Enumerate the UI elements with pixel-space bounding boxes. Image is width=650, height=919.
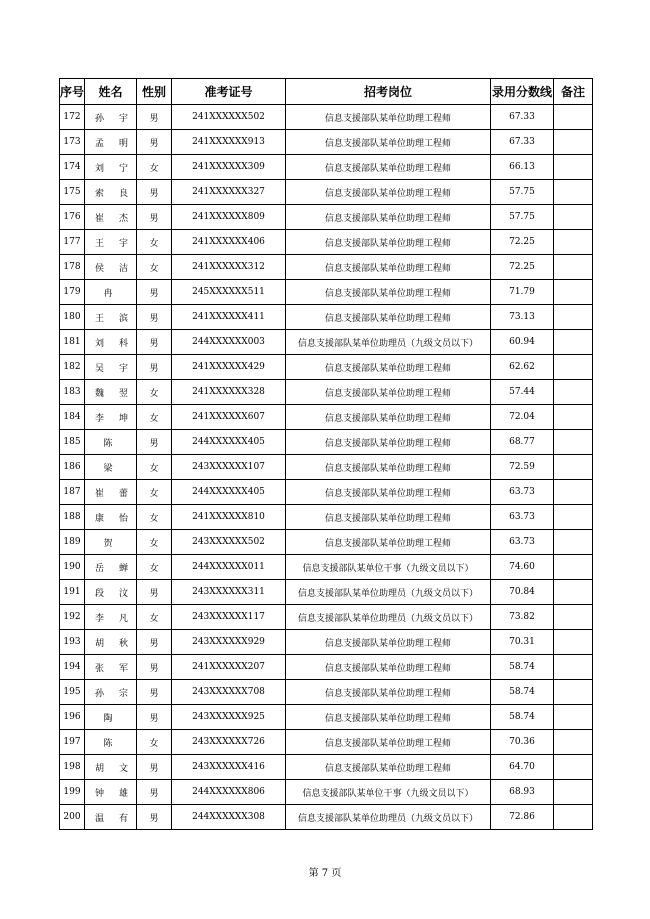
cell-ticket: 241XXXXXX809 [172,205,286,230]
cell-score: 72.04 [491,405,554,430]
cell-note [554,730,593,755]
cell-gender: 男 [137,630,172,655]
person-name: 贺 [103,538,128,549]
cell-note [554,580,593,605]
cell-score: 72.86 [491,805,554,830]
cell-num: 181 [60,330,85,355]
cell-ticket: 241XXXXXX411 [172,305,286,330]
cell-num: 175 [60,180,85,205]
cell-gender: 女 [137,530,172,555]
cell-note [554,105,593,130]
cell-ticket: 241XXXXXX406 [172,230,286,255]
cell-post: 信息支援部队某单位助理工程师 [286,280,491,305]
cell-score: 70.31 [491,630,554,655]
cell-score: 63.73 [491,530,554,555]
cell-post: 信息支援部队某单位助理工程师 [286,230,491,255]
cell-note [554,230,593,255]
person-name: 孟明 [95,138,144,149]
table-row [60,655,593,680]
cell-name [85,505,144,530]
table-row [60,155,593,180]
cell-gender: 男 [137,705,172,730]
cell-name [85,705,137,730]
table-row [60,180,593,205]
cell-num: 195 [60,680,85,705]
person-name: 刘宁 [95,163,144,174]
cell-ticket: 241XXXXXX429 [172,355,286,380]
table-row [60,755,593,780]
cell-name [85,780,144,805]
cell-ticket: 243XXXXXX925 [172,705,286,730]
person-name: 胡文 [95,763,144,774]
cell-ticket: 243XXXXXX708 [172,680,286,705]
person-name: 王宇 [95,238,144,249]
cell-num: 194 [60,655,85,680]
cell-num: 193 [60,630,85,655]
header-row [60,79,593,105]
cell-score: 72.25 [491,255,554,280]
cell-ticket: 241XXXXXX309 [172,155,286,180]
cell-post: 信息支援部队某单位助理工程师 [286,255,491,280]
cell-note [554,705,593,730]
table-row [60,730,593,755]
cell-score: 70.36 [491,730,554,755]
cell-note [554,280,593,305]
cell-ticket: 243XXXXXX416 [172,755,286,780]
cell-ticket: 243XXXXXX929 [172,630,286,655]
cell-post: 信息支援部队某单位助理员（九级文员以下） [286,330,491,355]
table-row [60,205,593,230]
cell-post: 信息支援部队某单位助理工程师 [286,205,491,230]
cell-gender: 男 [137,105,172,130]
cell-post: 信息支援部队某单位助理员（九级文员以下） [286,580,491,605]
cell-num: 189 [60,530,85,555]
header-name: 姓名 [85,79,137,105]
cell-note [554,380,593,405]
header-note: 备注 [554,79,593,105]
cell-name [85,180,144,205]
cell-num: 186 [60,455,85,480]
cell-num: 174 [60,155,85,180]
table-row [60,455,593,480]
cell-num: 184 [60,405,85,430]
table-row [60,230,593,255]
cell-note [554,505,593,530]
table-row [60,780,593,805]
cell-note [554,255,593,280]
cell-score: 73.82 [491,605,554,630]
cell-note [554,305,593,330]
cell-note [554,355,593,380]
cell-score: 63.73 [491,480,554,505]
person-name: 冉 [103,288,128,299]
cell-num: 177 [60,230,85,255]
cell-num: 190 [60,555,85,580]
cell-post: 信息支援部队某单位助理工程师 [286,505,491,530]
cell-score: 71.79 [491,280,554,305]
cell-name [85,555,144,580]
cell-ticket: 244XXXXXX405 [172,480,286,505]
cell-name [85,105,144,130]
cell-ticket: 241XXXXXX607 [172,405,286,430]
cell-note [554,130,593,155]
cell-name [85,755,144,780]
cell-name [85,605,144,630]
person-name: 钟雄 [95,788,144,799]
cell-name [85,130,144,155]
cell-score: 58.74 [491,705,554,730]
cell-note [554,455,593,480]
cell-gender: 男 [137,330,172,355]
person-name: 崔蕾 [95,488,144,499]
cell-note [554,655,593,680]
cell-name [85,655,144,680]
table-row [60,705,593,730]
cell-gender: 女 [137,555,172,580]
cell-post: 信息支援部队某单位助理工程师 [286,530,491,555]
cell-post: 信息支援部队某单位助理工程师 [286,680,491,705]
cell-score: 60.94 [491,330,554,355]
cell-gender: 男 [137,780,172,805]
cell-note [554,630,593,655]
table-row [60,355,593,380]
cell-gender: 女 [137,155,172,180]
cell-num: 176 [60,205,85,230]
header-ticket: 准考证号 [172,79,286,105]
person-name: 孙宗 [95,688,144,699]
cell-score: 67.33 [491,130,554,155]
cell-name [85,305,144,330]
cell-num: 173 [60,130,85,155]
cell-ticket: 244XXXXXX405 [172,430,286,455]
cell-gender: 女 [137,255,172,280]
cell-note [554,205,593,230]
cell-score: 57.44 [491,380,554,405]
cell-score: 70.84 [491,580,554,605]
person-name: 康怡 [95,513,144,524]
cell-score: 57.75 [491,205,554,230]
cell-ticket: 241XXXXXX913 [172,130,286,155]
cell-post: 信息支援部队某单位助理工程师 [286,305,491,330]
person-name: 索良 [95,188,144,199]
cell-name [85,355,144,380]
admission-table [59,78,593,830]
cell-name [85,730,137,755]
cell-ticket: 241XXXXXX502 [172,105,286,130]
cell-gender: 男 [137,180,172,205]
cell-post: 信息支援部队某单位助理工程师 [286,180,491,205]
cell-gender: 女 [137,605,172,630]
cell-post: 信息支援部队某单位助理工程师 [286,705,491,730]
cell-gender: 女 [137,380,172,405]
person-name: 孙宇 [95,113,144,124]
cell-post: 信息支援部队某单位助理工程师 [286,380,491,405]
person-name: 吴宇 [95,363,144,374]
table-row [60,380,593,405]
cell-post: 信息支援部队某单位助理工程师 [286,480,491,505]
cell-gender: 女 [137,480,172,505]
table-row [60,480,593,505]
table-row [60,105,593,130]
cell-gender: 男 [137,655,172,680]
cell-score: 68.93 [491,780,554,805]
cell-num: 198 [60,755,85,780]
cell-num: 178 [60,255,85,280]
cell-note [554,405,593,430]
cell-note [554,805,593,830]
person-name: 张军 [95,663,144,674]
page-number: 第 7 页 [308,868,342,879]
cell-name [85,805,144,830]
person-name: 李坤 [95,413,144,424]
cell-num: 182 [60,355,85,380]
person-name: 陶 [103,713,128,724]
header-num: 序号 [60,79,85,105]
table-row [60,280,593,305]
person-name: 王滨 [95,313,144,324]
cell-note [554,755,593,780]
cell-gender: 男 [137,305,172,330]
person-name: 李凡 [95,613,144,624]
person-name: 温有 [95,813,144,824]
table-row [60,805,593,830]
table-row [60,630,593,655]
table-row [60,330,593,355]
cell-name [85,330,144,355]
cell-score: 66.13 [491,155,554,180]
cell-score: 64.70 [491,755,554,780]
cell-gender: 男 [137,805,172,830]
person-name: 陈 [103,738,128,749]
cell-score: 67.33 [491,105,554,130]
person-name: 陈 [103,438,128,449]
cell-score: 68.77 [491,430,554,455]
cell-num: 180 [60,305,85,330]
cell-ticket: 241XXXXXX312 [172,255,286,280]
cell-name [85,580,144,605]
cell-name [85,405,144,430]
cell-num: 192 [60,605,85,630]
cell-num: 199 [60,780,85,805]
cell-note [554,430,593,455]
cell-num: 183 [60,380,85,405]
cell-post: 信息支援部队某单位助理员（九级文员以下） [286,805,491,830]
cell-post: 信息支援部队某单位助理工程师 [286,355,491,380]
cell-note [554,330,593,355]
cell-gender: 男 [137,280,172,305]
cell-score: 57.75 [491,180,554,205]
cell-gender: 女 [137,230,172,255]
cell-score: 58.74 [491,655,554,680]
cell-num: 179 [60,280,85,305]
person-name: 崔杰 [95,213,144,224]
cell-note [554,530,593,555]
table-row [60,255,593,280]
cell-name [85,205,144,230]
table-row [60,505,593,530]
cell-num: 187 [60,480,85,505]
cell-gender: 女 [137,405,172,430]
cell-num: 196 [60,705,85,730]
cell-gender: 男 [137,355,172,380]
header-gender: 性别 [137,79,172,105]
cell-note [554,555,593,580]
table-row [60,405,593,430]
cell-ticket: 243XXXXXX311 [172,580,286,605]
cell-score: 63.73 [491,505,554,530]
cell-gender: 男 [137,205,172,230]
cell-post: 信息支援部队某单位助理员（九级文员以下） [286,605,491,630]
cell-ticket: 244XXXXXX806 [172,780,286,805]
table-row [60,530,593,555]
cell-ticket: 243XXXXXX502 [172,530,286,555]
cell-name [85,380,144,405]
cell-num: 188 [60,505,85,530]
cell-note [554,680,593,705]
cell-ticket: 245XXXXXX511 [172,280,286,305]
table-row [60,605,593,630]
cell-ticket: 243XXXXXX726 [172,730,286,755]
cell-score: 72.25 [491,230,554,255]
cell-score: 74.60 [491,555,554,580]
cell-post: 信息支援部队某单位助理工程师 [286,430,491,455]
table-row [60,680,593,705]
cell-num: 200 [60,805,85,830]
cell-ticket: 241XXXXXX328 [172,380,286,405]
table-row [60,305,593,330]
person-name: 段汶 [95,588,144,599]
cell-score: 72.59 [491,455,554,480]
cell-ticket: 241XXXXXX810 [172,505,286,530]
cell-post: 信息支援部队某单位助理工程师 [286,405,491,430]
cell-note [554,605,593,630]
cell-note [554,155,593,180]
person-name: 岳蝉 [95,563,144,574]
person-name: 梁 [103,463,128,474]
person-name: 侯洁 [95,263,144,274]
cell-num: 172 [60,105,85,130]
table-row [60,555,593,580]
cell-ticket: 241XXXXXX207 [172,655,286,680]
cell-ticket: 243XXXXXX117 [172,605,286,630]
cell-ticket: 244XXXXXX308 [172,805,286,830]
cell-num: 185 [60,430,85,455]
header-score: 录用分数线 [491,79,554,105]
cell-name [85,430,137,455]
cell-gender: 男 [137,430,172,455]
cell-name [85,230,144,255]
cell-num: 197 [60,730,85,755]
cell-gender: 女 [137,505,172,530]
cell-gender: 女 [137,455,172,480]
person-name: 胡秋 [95,638,144,649]
cell-name [85,280,137,305]
cell-post: 信息支援部队某单位干事（九级文员以下） [286,555,491,580]
table-row [60,580,593,605]
cell-name [85,455,137,480]
cell-post: 信息支援部队某单位助理工程师 [286,630,491,655]
cell-name [85,480,144,505]
cell-gender: 男 [137,130,172,155]
header-post: 招考岗位 [286,79,491,105]
cell-ticket: 244XXXXXX003 [172,330,286,355]
cell-note [554,780,593,805]
cell-gender: 女 [137,730,172,755]
cell-name [85,155,144,180]
cell-ticket: 243XXXXXX107 [172,455,286,480]
table-row [60,130,593,155]
cell-gender: 男 [137,580,172,605]
cell-post: 信息支援部队某单位助理工程师 [286,730,491,755]
cell-score: 73.13 [491,305,554,330]
person-name: 刘科 [95,338,144,349]
cell-name [85,680,144,705]
table-header [60,79,593,105]
cell-post: 信息支援部队某单位助理工程师 [286,155,491,180]
cell-num: 191 [60,580,85,605]
cell-score: 58.74 [491,680,554,705]
cell-gender: 男 [137,680,172,705]
cell-post: 信息支援部队某单位助理工程师 [286,655,491,680]
cell-post: 信息支援部队某单位助理工程师 [286,130,491,155]
cell-score: 62.62 [491,355,554,380]
table-body [60,105,593,830]
cell-post: 信息支援部队某单位助理工程师 [286,455,491,480]
cell-ticket: 244XXXXXX011 [172,555,286,580]
cell-note [554,180,593,205]
cell-name [85,530,137,555]
cell-note [554,480,593,505]
cell-post: 信息支援部队某单位助理工程师 [286,755,491,780]
cell-ticket: 241XXXXXX327 [172,180,286,205]
cell-gender: 男 [137,755,172,780]
table-row [60,430,593,455]
person-name: 魏翌 [95,388,144,399]
cell-post: 信息支援部队某单位干事（九级文员以下） [286,780,491,805]
cell-name [85,630,144,655]
cell-name [85,255,144,280]
cell-post: 信息支援部队某单位助理工程师 [286,105,491,130]
